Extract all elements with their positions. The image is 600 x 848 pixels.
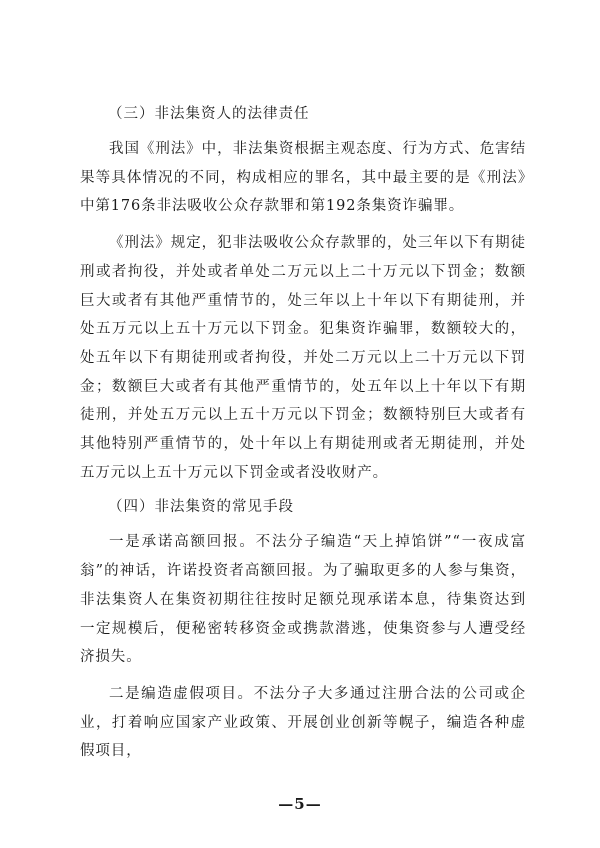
paragraph: 一是承诺高额回报。不法分子编造“天上掉馅饼”“一夜成富翁”的神话，许诺投资者高额回报。为了骗取更多的人参与集资，非法集资人在集资初期往往按时足额兑现承诺本息，待集资达到一定规模后，便秘密转移资金或携款潜逃，使集资参与人遭受经济损失。 [80,534,526,666]
section-heading-3: （三）非法集资人的法律责任 [108,106,310,122]
page-body [80,100,526,766]
paragraph: 《刑法》规定，犯非法吸收公众存款罪的，处三年以下有期徒刑或者拘役，并处或者单处二万元以上二十万元以下罚金；数额巨大或者有其他严重情节的，处三年以上十年以下有期徒刑，并处五万元以上五十万元以下罚金。犯集资诈骗罪，数额较大的，处五年以下有期徒刑或者拘役，并处二万元以上二十万元以下罚金；数额巨大或者有其他严重情节的，处五年以上十年以下有期徒刑，并处五万元以上五十万元以下罚金；数额特别巨大或者有其他特别严重情节的，处十年以上有期徒刑或者无期徒刑，并处五万元以上五十万元以下罚金或者没收财产。 [80,235,526,481]
page-number: —5— [278,795,322,813]
section-heading-4: （四）非法集资的常见手段 [108,499,294,516]
paragraph: 我国《刑法》中，非法集资根据主观态度、行为方式、危害结果等具体情况的不同，构成相应的罪名，其中最主要的是《刑法》中第176条非法吸收公众存款罪和第192条集资诈骗罪。 [80,141,526,215]
paragraph: 二是编造虚假项目。不法分子大多通过注册合法的公司或企业，打着响应国家产业政策、开展创业创新等幌子，编造各种虚假项目， [80,685,526,760]
